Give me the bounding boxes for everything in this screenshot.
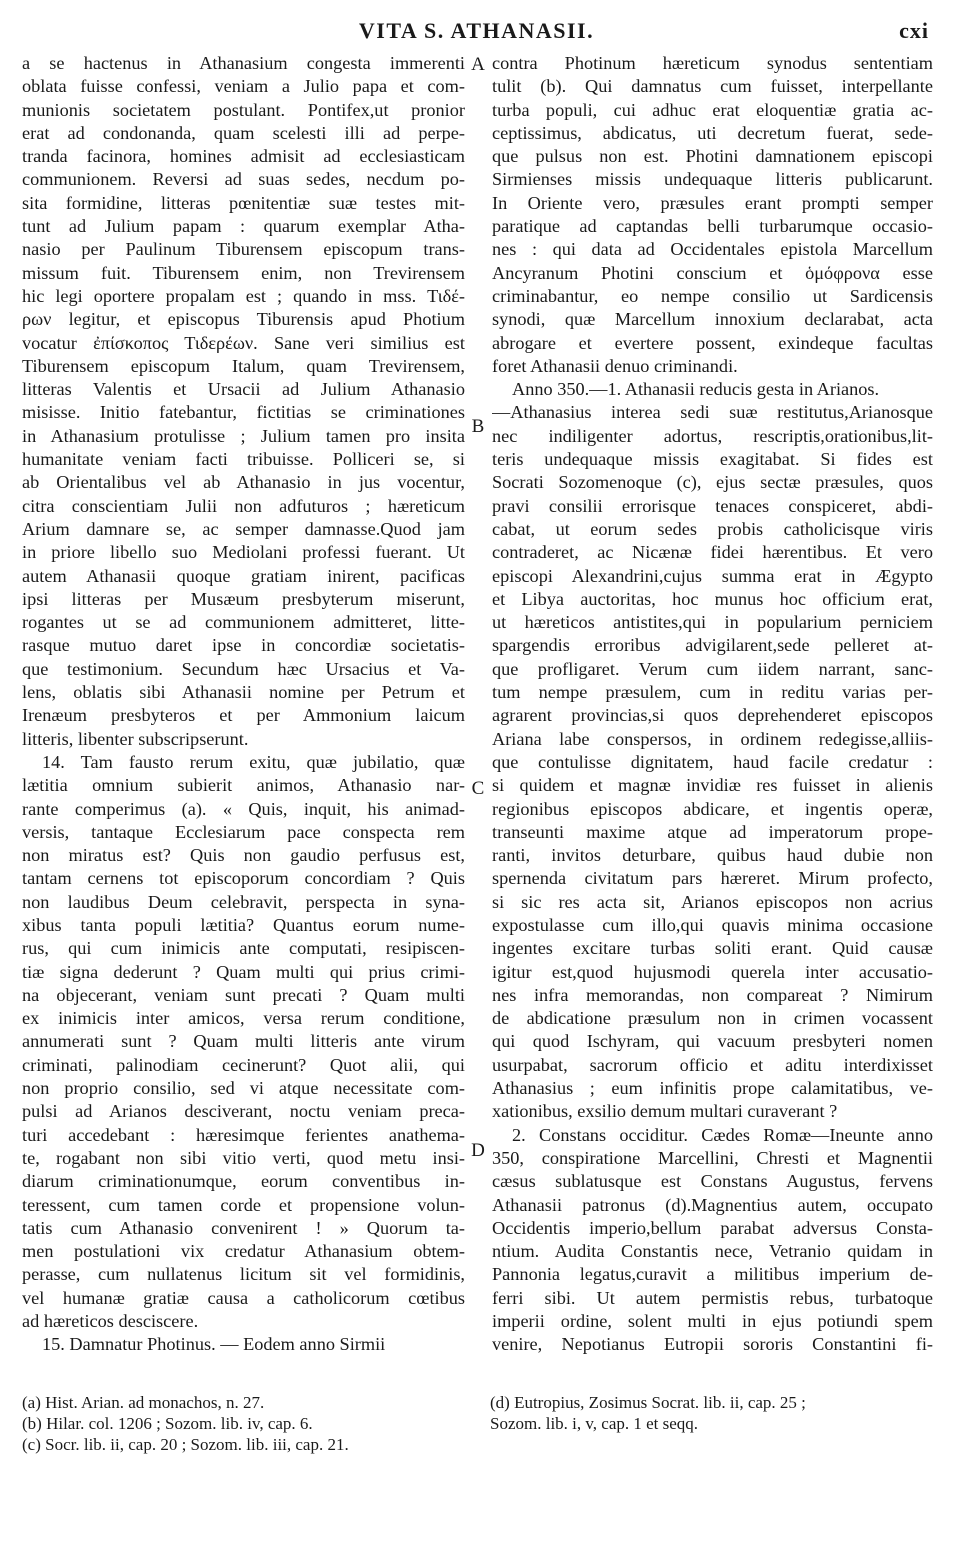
left-text-line-24: ipsi litteras per Musæum presbyterum miserunt, <box>22 588 465 609</box>
page-header <box>0 14 953 48</box>
left-text-line-36: tantam cernens tot episcoporum concordiam ? Quis <box>22 868 465 889</box>
right-text-line-16: —Athanasius interea sedi suæ restitutus,Arianosque <box>492 402 933 423</box>
right-text-line-27: que profligaret. Verum cum iidem narrant, sanc- <box>492 658 933 679</box>
left-text-line-44: criminati, palinodiam cecinerunt? Quot alii, qui <box>22 1054 465 1075</box>
left-text-line-27: que testimonium. Secundum hæc Ursacius et Va- <box>22 658 465 679</box>
right-text-line-54: ferri sibi. Ut autem permistis rebus, turbatoque <box>492 1287 933 1308</box>
left-text-line-41: na objecerant, veniam sunt precati ? Quam multi <box>22 984 465 1005</box>
right-text-line-53: Pannonia legatus,curavit a militibus imperium de- <box>492 1264 933 1285</box>
right-text-line-13: abrogare et evertere possent, exindeque facultas <box>492 332 933 353</box>
left-text-line-11: hic legi oportere propalam est ; quando in mss. Τιδέ- <box>22 285 465 306</box>
right-text-line-28: tum nempe præsulem, cum in reditu varias per- <box>492 682 933 703</box>
page-number: cxi <box>899 18 929 43</box>
left-text-line-7: sita formidine, litteras pœnitentiæ suæ testes mit- <box>22 192 465 213</box>
footnote-right-2: Sozom. lib. i, v, cap. 1 et seqq. <box>490 1414 699 1433</box>
left-text-line-23: autem Athanasii quoque gratiam inirent, pacificas <box>22 565 465 586</box>
right-text-line-17: nec indiligenter adortus, rescriptis,orationibus,lit- <box>492 425 933 446</box>
left-text-line-2: oblata fuisse confessi, veniam a Julio papa et com- <box>22 76 465 97</box>
right-text-line-20: pravi consilii errorisque tenaces conspiceret, abdi- <box>492 495 933 516</box>
left-text-line-3: munionis societatem postulant. Pontifex,ut pronior <box>22 99 465 120</box>
margin-letter-d: D <box>471 1140 485 1161</box>
right-text-line-26: spargendis erroribus advigilarent,sede pelleret at- <box>492 635 933 656</box>
right-text-line-10: Ancyranum Photini conscium et ὁμόφρονα esse <box>492 262 933 283</box>
right-text-line-37: si sic res acta sit, Arianos episcopos non acrius <box>492 891 933 912</box>
right-text-line-49: cæsus sublatusque est Constans Augustus, fervens <box>492 1171 933 1192</box>
left-text-line-1: a se hactenus in Athanasium congesta immerenti <box>22 53 465 73</box>
right-text-line-19: Socrati Sozomenoque (c), ejus sectæ præsules, quos <box>492 472 933 493</box>
right-text-line-51: Occidentis imperio,bellum parabat adversus Consta- <box>492 1217 933 1238</box>
left-text-line-48: te, rogabant non sibi vitio verti, quod metu insi- <box>22 1147 465 1168</box>
left-text-line-52: men postulationi vix credatur Athanasium obtem- <box>22 1241 465 1262</box>
left-text-line-16: misisse. Initio fatebantur, fictitias se criminationes <box>22 402 465 423</box>
left-text-line-13: vocatur ἐπίσκοπος Τιδερέων. Sane veri similius est <box>22 332 465 353</box>
right-text-line-14: foret Athanasii denuo criminandi. <box>492 355 738 376</box>
left-text-line-38: xibus tanta populi lætitia? Quantus eorum nume- <box>22 914 465 935</box>
right-text-line-30: Ariana labe conspersos, in ordinem redegisse,alliis- <box>492 728 933 749</box>
left-text-line-15: litteras Valentis et Ursacii ad Julium Athanasio <box>22 379 465 400</box>
right-text-line-34: transeunti maxime atque ad imperatorum prope- <box>492 821 933 842</box>
left-text-line-35: non miratus est? Quis non gaudio perfusus est, <box>22 845 465 866</box>
left-column <box>22 52 465 1357</box>
right-text-line-47: 2. Constans occiditur. Cædes Romæ—Ineunte anno <box>512 1124 933 1145</box>
footnotes-right <box>490 1392 933 1434</box>
right-text-line-9: nes : qui data ad Occidentales epistola Marcellum <box>492 239 933 260</box>
left-text-line-20: citra conscientiam Julii non adfuturos ; hæreticum <box>22 495 465 516</box>
right-text-line-43: qui quod Ischyram, qui vacuum presbyteri nomen <box>492 1031 933 1052</box>
left-text-line-34: versis, tantaque Ecclesiarum pace conspecta rem <box>22 821 465 842</box>
left-text-line-8: tunt ad Julium papam : quarum exemplar Atha- <box>22 216 465 237</box>
left-text-line-53: perasse, cum nullatenus licitum sit vel formidinis, <box>22 1264 465 1285</box>
right-text-line-24: et Libya auctoritas, hoc munus hoc officium erat, <box>492 588 933 609</box>
left-text-line-10: missum fuit. Tiburensem enim, non Trevirensem <box>22 262 465 283</box>
right-text-line-23: episcopi Alexandrini,cujus summa erat in Ægypto <box>492 565 933 586</box>
right-text-line-46: xationibus, exsilio demum multari curaverant ? <box>492 1101 838 1122</box>
left-text-line-51: tatis cum Athanasio convenirent ! » Quorum ta- <box>22 1217 465 1238</box>
right-text-line-55: imperii ordine, solent multi in ejus potiundi spem <box>492 1311 933 1332</box>
left-text-line-55: ad hæreticos desciscere. <box>22 1311 199 1332</box>
left-text-line-5: tranda facinora, homines admisit ad ecclesiasticam <box>22 146 465 167</box>
right-text-line-42: de abdicatione præsulum non in crimen vocassent <box>492 1008 933 1029</box>
margin-letter-b: B <box>471 416 485 437</box>
left-text-line-49: diarum criminationumque, eorum conventibus in- <box>22 1171 465 1192</box>
right-text-line-8: paratique ad captandas belli turbarumque occasio- <box>492 216 933 237</box>
left-text-line-26: rasque mutuo daret ipse in concordiæ societatis- <box>22 635 465 656</box>
right-text-line-18: teris undequaque missis exagitabat. Si fides est <box>492 449 933 470</box>
right-text-line-48: 350, conspiratione Marcellini, Chresti et Magnentii <box>492 1147 933 1168</box>
right-text-line-35: ranti, invitos deturbare, quibus haud dubie non <box>492 845 933 866</box>
right-text-line-7: In Oriente vero, præsules erant prompti semper <box>492 192 933 213</box>
right-text-line-31: que contulisse dignitatem, haud facile credatur : <box>492 751 933 772</box>
left-text-line-4: erat ad condonanda, quam scelesti illi ad perpe- <box>22 122 465 143</box>
right-text-line-11: criminabantur, eo nempe consilio ut Sardicensis <box>492 285 933 306</box>
left-text-line-54: vel humanæ gratiæ causa a catholicorum cœtibus <box>22 1287 465 1308</box>
right-text-line-12: synodi, quæ Marcellum innoxium declarabat, acta <box>492 309 933 330</box>
running-title: VITA S. ATHANASII. <box>358 18 595 43</box>
right-text-line-40: igitur est,quod hujusmodi querela inter accusatio- <box>492 961 933 982</box>
right-text-line-44: usurpabat, sacrorum officio et aditu interdixisset <box>492 1054 933 1075</box>
left-text-line-56: 15. Damnatur Photinus. — Eodem anno Sirmii <box>42 1334 386 1355</box>
left-text-line-14: Tiburensem episcopum Italum, quam Trevirensem, <box>22 355 465 376</box>
left-text-line-50: teressent, cum tamen corde et propensione volun- <box>22 1194 465 1215</box>
right-text-line-29: agrarent provincias,si quos deprehenderet episcopos <box>492 705 933 726</box>
left-text-line-45: non proprio consilio, sed vi atque necessitate com- <box>22 1078 465 1099</box>
left-text-line-30: litteris, libenter subscripserunt. <box>22 728 249 749</box>
left-text-line-32: lætitia omnium subierit animos, Athanasio nar- <box>22 775 465 796</box>
margin-letter-c: C <box>471 778 485 799</box>
left-text-line-43: annumerati sunt ? Quam multi litteris ante virum <box>22 1031 465 1052</box>
right-column <box>492 52 933 1357</box>
right-text-line-25: ut hæreticos antistites,qui in popularium perniciem <box>492 612 933 633</box>
footnotes-left <box>22 1392 465 1455</box>
footnote-left-2: (b) Hilar. col. 1206 ; Sozom. lib. iv, cap. 6. <box>22 1414 313 1433</box>
left-text-line-18: humanitate veniam facti tribuisse. Polliceri se, si <box>22 449 465 470</box>
footnote-left-3: (c) Socr. lib. ii, cap. 20 ; Sozom. lib. iii, cap. 21. <box>22 1435 349 1454</box>
right-text-line-5: que pulsus non est. Photini damnationem episcopi <box>492 146 933 167</box>
right-text-line-4: ceptissimus, abdicatus, uti decretum fuerat, sede- <box>492 122 933 143</box>
right-text-line-3: turba populi, cui adhuc erat eloquentiæ gratia ac- <box>492 99 933 120</box>
left-text-line-9: nasio per Paulinum Tiburensem episcopum trans- <box>22 239 465 260</box>
right-text-line-2: tulit (b). Qui damnatus cum fuisset, interpellante <box>492 76 933 97</box>
right-text-line-21: cabat, ut eorum sedes probis catholicisque viris <box>492 518 933 539</box>
right-text-line-56: venire, Nepotianus Eutropii sororis Constantini fi- <box>492 1334 933 1355</box>
left-text-line-37: non laudibus Deum celebravit, perspecta in syna- <box>22 891 465 912</box>
margin-letter-a: A <box>471 54 485 75</box>
right-text-line-39: ingentes excitare turbas soliti erant. Quid causæ <box>492 938 933 959</box>
right-text-line-41: nes infra memorandas, non compareat ? Nimirum <box>492 984 933 1005</box>
right-text-line-33: regionibus episcopos abdicare, et ingentis operæ, <box>492 798 933 819</box>
left-text-line-33: rante comperimus (a). « Quis, inquit, his animad- <box>22 798 465 819</box>
left-text-line-47: turi accedebant : hæresimque ferientes anathema- <box>22 1124 465 1145</box>
left-text-line-22: in priore libello suo Mediolani professi fuerant. Ut <box>22 542 465 563</box>
left-text-line-40: tiæ signa dederunt ? Quam multi qui prius crimi- <box>22 961 465 982</box>
left-text-line-46: pulsi ad Arianos desciverant, noctu veniam preca- <box>22 1101 465 1122</box>
left-text-line-17: in Athanasium protulisse ; Julium tamen pro insita <box>22 425 465 446</box>
footnote-left-1: (a) Hist. Arian. ad monachos, n. 27. <box>22 1393 265 1412</box>
right-text-line-15: Anno 350.—1. Athanasii reducis gesta in Arianos. <box>512 379 880 400</box>
right-text-line-22: contraderet, ac Nicænæ fidei hærentibus. Et vero <box>492 542 933 563</box>
left-text-line-42: ex inimicis inter amicos, versa rerum conditione, <box>22 1008 465 1029</box>
right-text-line-38: expostulasse cum illo,qui quavis minima occasione <box>492 914 933 935</box>
left-text-line-31: 14. Tam fausto rerum exitu, quæ jubilatio, quæ <box>42 751 465 772</box>
left-text-line-12: ρων legitur, et episcopus Tiburensis apud Photium <box>22 309 465 330</box>
left-text-line-21: Arium damnare se, ac semper damnasse.Quod jam <box>22 518 465 539</box>
right-text-line-1: contra Photinum hæreticum synodus sententiam <box>492 53 933 73</box>
right-text-line-32: si quidem et magnæ invidiæ res fuisset in alienis <box>492 775 933 796</box>
right-text-line-50: Athanasii patronus (d).Magnentius autem, occupato <box>492 1194 933 1215</box>
left-text-line-28: lens, oblatis sibi Athanasii nomine per Petrum et <box>22 682 465 703</box>
right-text-line-52: ntium. Audita Constantis nece, Vetranio quidam in <box>492 1241 933 1262</box>
left-text-line-29: Irenæum presbyteros et per Ammonium laicum <box>22 705 465 726</box>
right-text-line-36: spernenda civitatum pars hæreret. Mirum profecto, <box>492 868 933 889</box>
left-text-line-6: communionem. Reversi ad suas sedes, necdum po- <box>22 169 465 190</box>
left-text-line-39: rus, qui cum inimicis ante computati, resipiscen- <box>22 938 465 959</box>
right-text-line-6: Sirmienses missis undequaque litteris publicarunt. <box>492 169 933 190</box>
left-text-line-25: rogantes ut se ad communionem admitteret, litte- <box>22 612 465 633</box>
footnote-right-1: (d) Eutropius, Zosimus Socrat. lib. ii, cap. 25 ; <box>490 1393 806 1412</box>
left-text-line-19: ab Orientalibus vel ab Athanasio in jus vocentur, <box>22 472 465 493</box>
right-text-line-45: Athanasius ; eum infinitis prope calamitatibus, ve- <box>492 1078 933 1099</box>
